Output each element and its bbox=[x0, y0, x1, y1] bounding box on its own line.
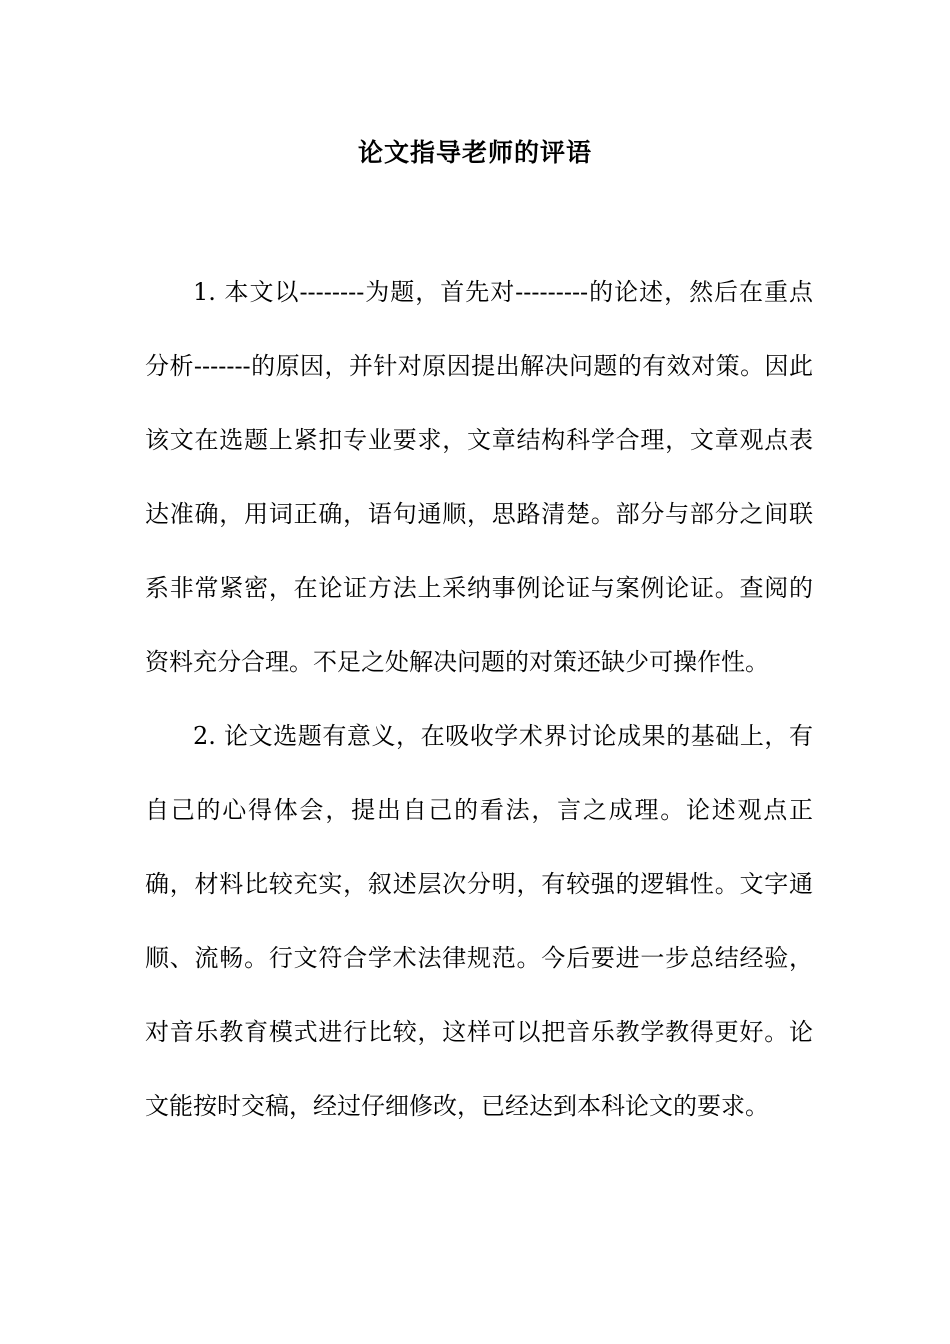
paragraph-1: 1. 本文以--------为题，首先对---------的论述，然后在重点分析-------的原因，并针对原因提出解决问题的有效对策。因此该文在选题上紧扣专业要求，文章结构科学合理，文章观点表达准确，用词正确，语句通顺，思路清楚。部分与部分之间联系非常紧密，在论证方法上采纳事例论证与案例论证。查阅的资料充分合理。不足之处解决问题的对策还缺少可操作性。 bbox=[145, 278, 813, 676]
paragraph-2: 2. 论文选题有意义，在吸收学术界讨论成果的基础上，有自己的心得体会，提出自己的看法，言之成理。论述观点正确，材料比较充实，叙述层次分明，有较强的逻辑性。文字通顺、流畅。行文符合学术法律规范。今后要进一步总结经验，对音乐教育模式进行比较，这样可以把音乐教学教得更好。论文能按时交稿，经过仔细修改，已经达到本科论文的要求。 bbox=[145, 722, 813, 1120]
document-body bbox=[145, 255, 813, 1143]
document-title: 论文指导老师的评语 bbox=[357, 138, 592, 167]
